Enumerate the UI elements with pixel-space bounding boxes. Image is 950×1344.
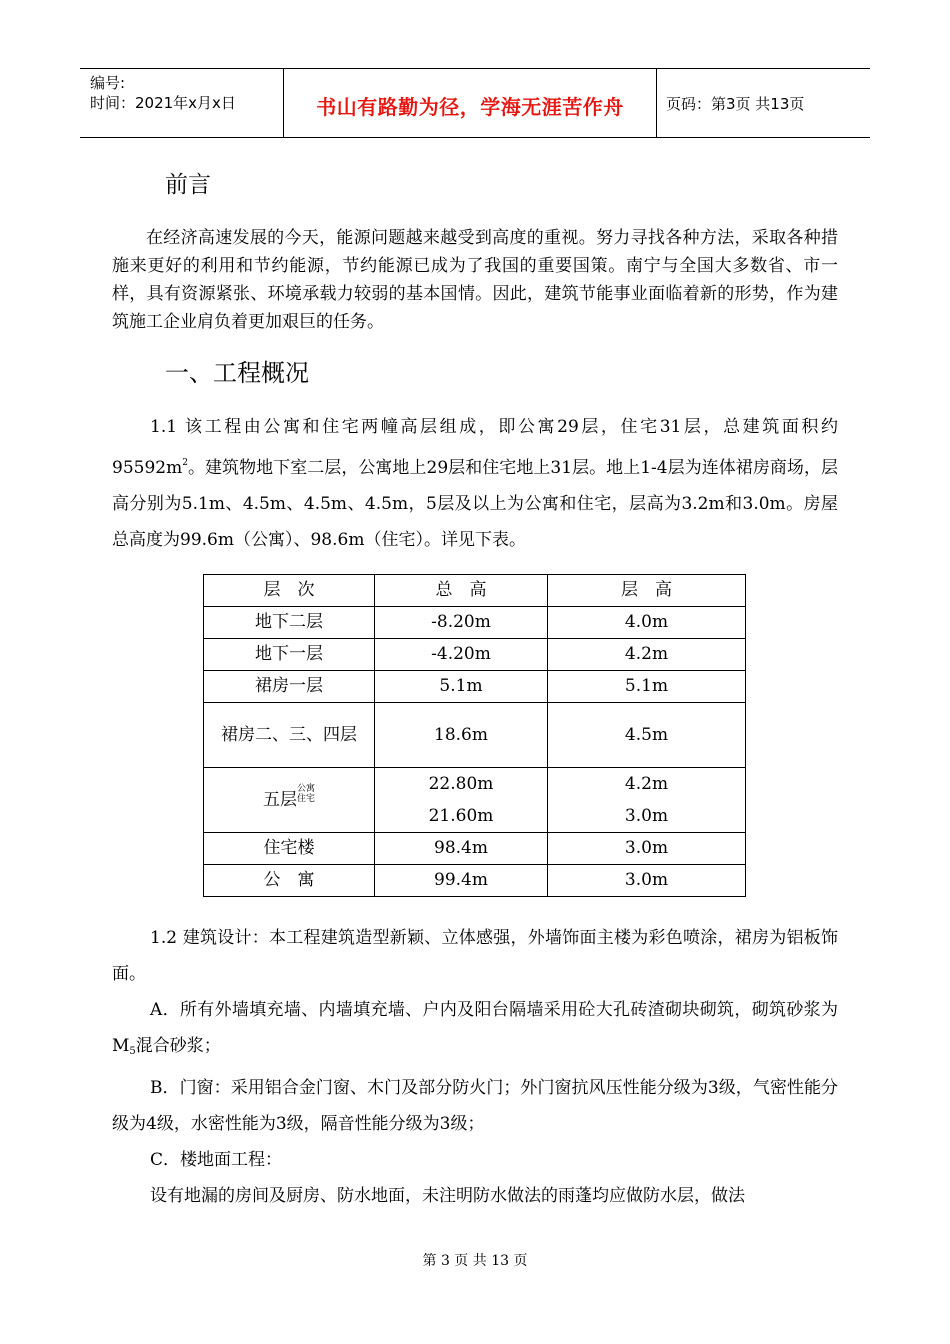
table-row [204, 768, 746, 801]
document-body [112, 170, 838, 558]
table-row [204, 671, 746, 703]
table-cell: 3.0m [548, 865, 746, 897]
table-cell: 4.0m [548, 607, 746, 639]
table-header: 层 高 [548, 575, 746, 607]
table-cell: 地下一层 [204, 639, 375, 671]
windows-paragraph: B．门窗：采用铝合金门窗、木门及部分防火门；外门窗抗风压性能分级为3级，气密性能分级为4级，水密性能为3级，隔音性能分级为3级； [112, 1078, 838, 1134]
table-cell: 21.60m [375, 800, 548, 833]
table-row [204, 865, 746, 897]
table-cell: -8.20m [375, 607, 548, 639]
table-row [204, 639, 746, 671]
table-cell: 裙房一层 [204, 671, 375, 703]
walls-paragraph [112, 992, 838, 1070]
table-cell: 3.0m [548, 800, 746, 833]
overview-text-b: 。建筑物地下室二层，公寓地上29层和住宅地上31层。地上1-4层为连体裙房商场，层高分别为5.1m、4.5m、4.5m、4.5m，5层及以上为公寓和住宅，层高为3.2m和3.0m。房屋总高度为99.6m（公寓）、98.6m（住宅）。详见下表。 [112, 458, 838, 550]
area-superscript: 2 [182, 458, 188, 468]
table-cell: 3.0m [548, 833, 746, 865]
walls-text-a: A．所有外墙填充墙、内墙填充墙、户内及阳台隔墙采用砼大孔砖渣砌块砌筑，砌筑砂浆为M [112, 1000, 838, 1056]
annotation-apartment: 公寓 [296, 784, 315, 794]
table-cell: 22.80m [375, 768, 548, 801]
table-cell: 5.1m [375, 671, 548, 703]
table-row [204, 607, 746, 639]
table-row [204, 703, 746, 768]
table-cell: 公 寓 [204, 865, 375, 897]
fifth-floor-annotation [297, 784, 315, 804]
table-header: 总 高 [375, 575, 548, 607]
header-motto: 书山有路勤为径，学海无涯苦作舟 [316, 95, 624, 119]
walls-text-b: 混合砂浆； [135, 1036, 221, 1056]
floor-height-table [203, 574, 746, 897]
table-cell: 地下二层 [204, 607, 375, 639]
table-cell: 4.2m [548, 768, 746, 801]
table-cell: 4.5m [548, 703, 746, 768]
project-overview-paragraph [112, 409, 838, 558]
table-header: 层 次 [204, 575, 375, 607]
overview-text-a: 1.1 该工程由公寓和住宅两幢高层组成，即公寓29层，住宅31层，总建筑面积约95592m [112, 417, 838, 478]
preface-paragraph: 在经济高速发展的今天，能源问题越来越受到高度的重视。努力寻找各种方法，采取各种措施来更好的利用和节约能源，节约能源已成为了我国的重要国策。南宁与全国大多数省、市一样，具有资源紧张、环境承载力较弱的基本国情。因此，建筑节能事业面临着新的形势，作为建筑施工企业肩负着更加艰巨的任务。 [112, 228, 838, 332]
header-meta [90, 73, 236, 113]
floor-works-heading: C．楼地面工程： [150, 1150, 283, 1170]
table-cell: 5.1m [548, 671, 746, 703]
floor-works-paragraph: 设有地漏的房间及厨房、防水地面，未注明防水做法的雨蓬均应做防水层，做法 [150, 1186, 745, 1206]
table-cell: 4.2m [548, 639, 746, 671]
design-section [112, 920, 838, 1214]
mortar-subscript: 5 [129, 1046, 136, 1057]
table-cell: 住宅楼 [204, 833, 375, 865]
header-page-info: 页码：第3页 共13页 [666, 95, 805, 113]
table-row [204, 833, 746, 865]
header-divider [656, 69, 657, 137]
design-paragraph: 1.2 建筑设计：本工程建筑造型新颖、立体感强，外墙饰面主楼为彩色喷涂，裙房为铝板饰面。 [112, 928, 838, 984]
table-cell: -4.20m [375, 639, 548, 671]
section-title: 一、工程概况 [165, 359, 309, 387]
page-footer: 第 3 页 共 13 页 [422, 1253, 528, 1269]
preface-title: 前言 [165, 172, 211, 198]
table-cell: 99.4m [375, 865, 548, 897]
table-cell: 裙房二、三、四层 [204, 703, 375, 768]
serial-label: 编号: [90, 74, 126, 92]
time-label: 时间：2021年x月x日 [90, 94, 236, 112]
table-cell: 98.4m [375, 833, 548, 865]
table-cell: 18.6m [375, 703, 548, 768]
fifth-floor-label: 五层 [262, 790, 297, 810]
annotation-residence: 住宅 [296, 794, 315, 804]
page-header [80, 68, 870, 138]
table-header-row [204, 575, 746, 607]
table-cell-fifth-floor [204, 768, 375, 833]
